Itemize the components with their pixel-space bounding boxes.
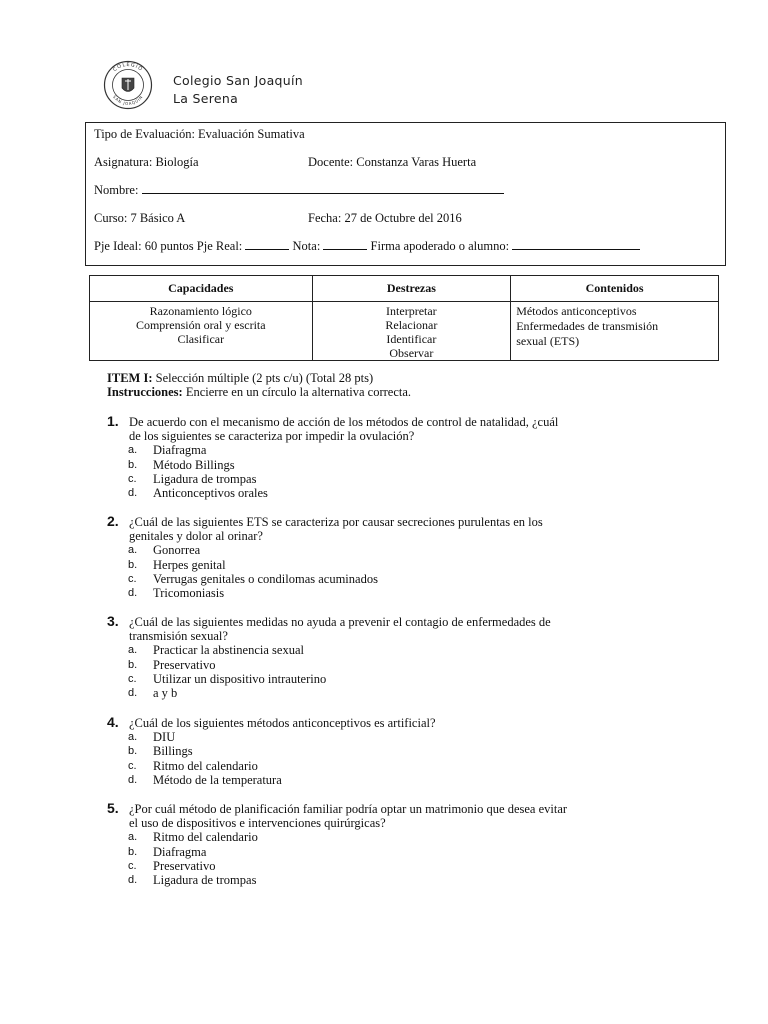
tipo-row [94, 127, 305, 142]
question-4 [107, 716, 667, 787]
option-label: Ligadura de trompas [153, 873, 257, 888]
destreza-item: Relacionar [385, 318, 438, 332]
question-text-line: transmisión sexual? [129, 629, 228, 644]
answer-options [107, 830, 667, 887]
svg-text:COLEGIO: COLEGIO [112, 61, 144, 74]
pje-real-blank[interactable] [245, 239, 289, 250]
table-header-row [90, 276, 719, 302]
destreza-item: Identificar [386, 332, 437, 346]
option-letter: d. [128, 587, 138, 600]
tipo-label: Tipo de Evaluación: [94, 127, 195, 141]
answer-option[interactable] [107, 443, 667, 457]
answer-option[interactable] [107, 744, 667, 758]
option-letter: c. [128, 672, 137, 685]
question-2 [107, 515, 667, 600]
answer-option[interactable] [107, 672, 667, 686]
contenido-item: Enfermedades de transmisión [516, 319, 659, 333]
header-contenidos: Contenidos [511, 276, 719, 302]
question-text-line: de los siguientes se caracteriza por impedir la ovulación? [129, 429, 415, 444]
destreza-item: Observar [389, 346, 434, 360]
option-letter: a. [128, 831, 138, 844]
question-text-line: ¿Cuál de las siguientes medidas no ayuda a prevenir el contagio de enfermedades de [129, 615, 551, 629]
option-label: Utilizar un dispositivo intrauterino [153, 671, 327, 686]
instructions-text: Encierre en un círculo la alternativa correcta. [185, 385, 412, 399]
option-letter: c. [128, 859, 137, 872]
option-label: Ligadura de trompas [153, 471, 257, 486]
fecha-field [308, 211, 462, 226]
firma-blank[interactable] [512, 239, 640, 250]
option-label: Anticonceptivos orales [153, 486, 268, 501]
item-title: ITEM I: [107, 371, 153, 385]
nombre-row [94, 183, 504, 198]
answer-options [107, 730, 667, 787]
contenido-item: sexual (ETS) [516, 334, 580, 348]
school-logo [103, 60, 153, 110]
answer-option[interactable] [107, 773, 667, 787]
answer-option[interactable] [107, 486, 667, 500]
contenidos-cell [511, 302, 719, 361]
firma-label: Firma apoderado o alumno: [370, 239, 510, 253]
option-letter: c. [128, 472, 137, 485]
nota-blank[interactable] [323, 239, 367, 250]
question-number: 1. [107, 413, 119, 429]
answer-option[interactable] [107, 572, 667, 586]
capacidad-item: Clasificar [177, 332, 225, 346]
school-name: Colegio San Joaquín [173, 73, 304, 88]
answer-option[interactable] [107, 859, 667, 873]
option-letter: b. [128, 745, 138, 758]
option-label: Herpes genital [153, 557, 226, 572]
answer-option[interactable] [107, 686, 667, 700]
question-5 [107, 802, 667, 887]
answer-options [107, 643, 667, 700]
answer-option[interactable] [107, 658, 667, 672]
question-text-line: el uso de dispositivos e intervenciones quirúrgicas? [129, 816, 386, 831]
question-number: 4. [107, 714, 119, 730]
answer-option[interactable] [107, 586, 667, 600]
answer-option[interactable] [107, 759, 667, 773]
option-label: Practicar la abstinencia sexual [153, 643, 304, 658]
answer-options [107, 543, 667, 600]
option-letter: c. [128, 572, 137, 585]
item-heading [107, 371, 411, 399]
option-label: Diafragma [153, 844, 207, 859]
question-1 [107, 415, 667, 500]
nombre-blank[interactable] [142, 183, 504, 194]
answer-option[interactable] [107, 830, 667, 844]
option-label: Diafragma [153, 443, 207, 458]
option-label: DIU [153, 730, 176, 745]
instructions-label: Instrucciones: [107, 385, 183, 399]
capacidad-item: Comprensión oral y escrita [135, 318, 266, 332]
option-letter: a. [128, 731, 138, 744]
option-letter: b. [128, 458, 138, 471]
option-label: Gonorrea [153, 543, 201, 558]
fecha-value: 27 de Octubre del 2016 [344, 211, 462, 225]
option-letter: d. [128, 773, 138, 786]
curso-label: Curso: [94, 211, 128, 225]
question-text [129, 515, 667, 543]
answer-option[interactable] [107, 458, 667, 472]
question-text-line: De acuerdo con el mecanismo de acción de los métodos de control de natalidad, ¿cuál [129, 415, 559, 429]
svg-text:SAN JOAQUIN: SAN JOAQUIN [112, 94, 144, 107]
question-text [129, 615, 667, 643]
question-text [129, 802, 667, 830]
header-destrezas: Destrezas [312, 276, 511, 302]
question-text-line: ¿Cuál de las siguientes ETS se caracteriza por causar secreciones purulentas en los [129, 515, 543, 529]
pje-ideal-label: Pje Ideal: [94, 239, 142, 253]
item-description: Selección múltiple (2 pts c/u) (Total 28 pts) [155, 371, 374, 385]
header-capacidades: Capacidades [90, 276, 313, 302]
option-label: Preservativo [153, 657, 216, 672]
option-letter: a. [128, 644, 138, 657]
school-city: La Serena [173, 91, 239, 106]
question-text [129, 716, 667, 730]
nombre-label: Nombre: [94, 183, 139, 197]
question-text [129, 415, 667, 443]
answer-option[interactable] [107, 845, 667, 859]
puntaje-row [94, 239, 640, 254]
question-number: 2. [107, 513, 119, 529]
docente-field [308, 155, 476, 170]
curso-value: 7 Básico A [130, 211, 186, 225]
table-row [90, 302, 719, 361]
asignatura-row [94, 155, 477, 170]
pje-real-label: Pje Real: [196, 239, 243, 253]
option-letter: b. [128, 845, 138, 858]
question-number: 5. [107, 800, 119, 816]
contenido-item: Métodos anticonceptivos [516, 304, 637, 318]
docente-label: Docente: [308, 155, 354, 169]
destreza-item: Interpretar [386, 304, 437, 318]
skills-table [89, 275, 719, 361]
destrezas-cell [312, 302, 511, 361]
question-text-line: genitales y dolor al orinar? [129, 529, 263, 544]
answer-option[interactable] [107, 472, 667, 486]
capacidad-item: Razonamiento lógico [149, 304, 252, 318]
option-letter: a. [128, 544, 138, 557]
option-label: Método Billings [153, 457, 235, 472]
school-header [173, 72, 303, 108]
option-label: Tricomoniasis [153, 586, 225, 601]
answer-option[interactable] [107, 873, 667, 887]
option-label: a y b [153, 686, 178, 701]
question-number: 3. [107, 613, 119, 629]
question-text-line: ¿Cuál de los siguientes métodos anticonceptivos es artificial? [129, 716, 436, 730]
option-label: Preservativo [153, 858, 216, 873]
exam-info-box [85, 122, 726, 266]
option-letter: a. [128, 444, 138, 457]
curso-row [94, 211, 462, 226]
docente-value: Constanza Varas Huerta [356, 155, 477, 169]
option-letter: c. [128, 759, 137, 772]
asignatura-value: Biología [155, 155, 199, 169]
nota-label: Nota: [292, 239, 321, 253]
option-letter: b. [128, 558, 138, 571]
answer-options [107, 443, 667, 500]
option-letter: b. [128, 658, 138, 671]
tipo-value: Evaluación Sumativa [198, 127, 305, 141]
option-label: Ritmo del calendario [153, 758, 258, 773]
option-letter: d. [128, 687, 138, 700]
option-label: Billings [153, 744, 193, 759]
pje-ideal-value: 60 puntos [144, 239, 194, 253]
option-letter: d. [128, 874, 138, 887]
answer-option[interactable] [107, 643, 667, 657]
option-label: Verrugas genitales o condilomas acuminados [153, 571, 378, 586]
answer-option[interactable] [107, 730, 667, 744]
option-label: Método de la temperatura [153, 772, 282, 787]
question-3 [107, 615, 667, 700]
answer-option[interactable] [107, 543, 667, 557]
option-letter: d. [128, 487, 138, 500]
fecha-label: Fecha: [308, 211, 342, 225]
capacidades-cell [90, 302, 313, 361]
option-label: Ritmo del calendario [153, 830, 258, 845]
answer-option[interactable] [107, 558, 667, 572]
asignatura-label: Asignatura: [94, 155, 153, 169]
question-text-line: ¿Por cuál método de planificación familiar podría optar un matrimonio que desea evitar [129, 802, 568, 816]
